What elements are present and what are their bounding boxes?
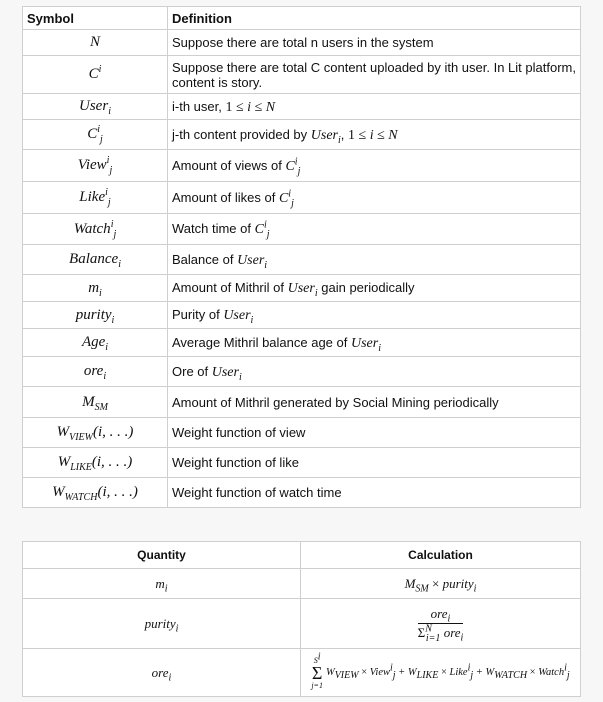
table-row	[23, 478, 581, 508]
definition-cell: Watch time of $C^i_j$	[168, 214, 581, 245]
symbol-cell: User$_i$	[23, 94, 168, 120]
table-row	[23, 649, 581, 697]
symbol-definition-table	[22, 6, 581, 508]
definition-cell: Weight function of watch time	[168, 478, 581, 508]
quantity-calculation-table	[22, 541, 581, 697]
definition-cell: Average Mithril balance age of User$_i$	[168, 329, 581, 357]
table-row	[23, 357, 581, 387]
symbol-cell: Watch$^i_j$	[23, 214, 168, 245]
table-row	[23, 329, 581, 357]
symbol-cell: $C^i$	[23, 56, 168, 94]
table-row	[23, 302, 581, 329]
table-row	[23, 214, 581, 245]
definition-cell: Amount of Mithril of User$_i$ gain periodically	[168, 275, 581, 302]
definition-cell: Amount of likes of $C^i_j$	[168, 182, 581, 214]
symbol-cell: N	[23, 30, 168, 56]
definition-header: Definition	[168, 7, 581, 30]
symbol-cell: $W_{LIKE}(i$, . . .)	[23, 448, 168, 478]
symbol-cell: Like$^i_j$	[23, 182, 168, 214]
table-row	[23, 569, 581, 599]
purity-fraction: $\frac{ore_i}{\Sigma^N_{i=1} ore_i}$	[417, 606, 464, 644]
symbol-header: Symbol	[23, 7, 168, 30]
quantity-cell: purity$_i$	[23, 599, 301, 649]
definition-cell: Weight function of like	[168, 448, 581, 478]
symbol-cell: $m_i$	[23, 275, 168, 302]
symbol-cell: $W_{VIEW}(i$, . . .)	[23, 418, 168, 448]
calculation-cell: $S^i$ Σ j=1 $W_{VIEW}$ × View$^i_j$ + $W_{LIKE}$ × Like$^i_j$ + $W_{WATCH}$ × Watch$^i_j$	[301, 649, 581, 697]
table-header-row	[23, 542, 581, 569]
definition-cell: Amount of Mithril generated by Social Mining periodically	[168, 387, 581, 418]
quantity-cell: ore$_i$	[23, 649, 301, 697]
table-row	[23, 599, 581, 649]
table-row	[23, 182, 581, 214]
quantity-header: Quantity	[23, 542, 301, 569]
definition-cell: i-th user, 1 ≤ i ≤ N	[168, 94, 581, 120]
calculation-header: Calculation	[301, 542, 581, 569]
table-row	[23, 30, 581, 56]
symbol-cell: $W_{WATCH}(i$, . . .)	[23, 478, 168, 508]
table-row	[23, 150, 581, 182]
definition-cell: Purity of User$_i$	[168, 302, 581, 329]
summation-sign: $S^i$ Σ j=1	[311, 650, 323, 690]
quantity-cell: $m_i$	[23, 569, 301, 599]
calculation-cell: $M_{SM}$ × purity$_i$	[301, 569, 581, 599]
symbol-cell: $M_{SM}$	[23, 387, 168, 418]
table-row	[23, 448, 581, 478]
table-row	[23, 275, 581, 302]
calculation-cell	[301, 599, 581, 649]
table-row	[23, 418, 581, 448]
definition-cell: Weight function of view	[168, 418, 581, 448]
definition-cell: Amount of views of $C^i_j$	[168, 150, 581, 182]
symbol-cell: purity$_i$	[23, 302, 168, 329]
symbol-cell: View$^i_j$	[23, 150, 168, 182]
symbol-cell: ore$_i$	[23, 357, 168, 387]
table-row	[23, 120, 581, 150]
table-row	[23, 387, 581, 418]
definition-cell: j-th content provided by User$_i$, 1 ≤ i ≤ N	[168, 120, 581, 150]
table-row	[23, 245, 581, 275]
symbol-cell: Balance$_i$	[23, 245, 168, 275]
definition-cell: Balance of User$_i$	[168, 245, 581, 275]
definition-cell: Ore of User$_i$	[168, 357, 581, 387]
table-row	[23, 94, 581, 120]
symbol-cell: $C^i_j$	[23, 120, 168, 150]
symbol-cell: Age$_i$	[23, 329, 168, 357]
table-row	[23, 56, 581, 94]
table-header-row	[23, 7, 581, 30]
definition-cell: Suppose there are total n users in the system	[168, 30, 581, 56]
definition-cell: Suppose there are total C content uploaded by ith user. In Lit platform, content is story.	[168, 56, 581, 94]
